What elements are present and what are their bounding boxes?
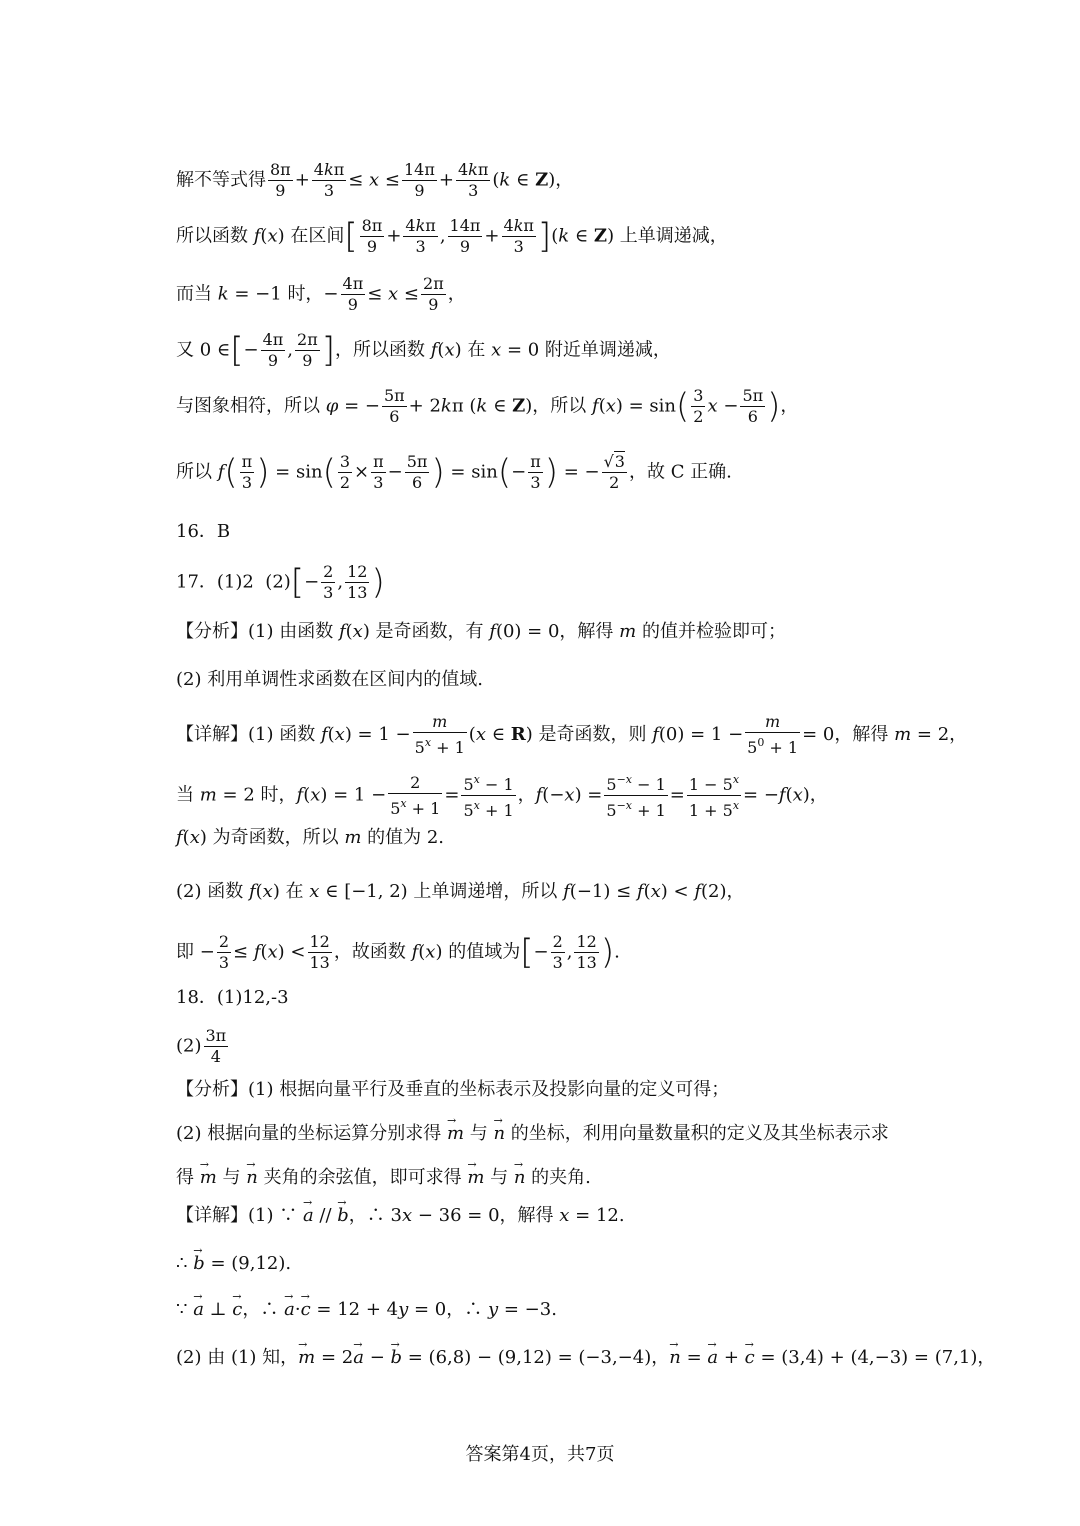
text-line-15: 即 − $\frac{2}{3}$ ≤ f(x) < $\frac{12}{13}$ ，故函数 f(x) 的值域为[− $\frac{2}{3}$ , $\frac{12}{13}$ ). xyxy=(176,932,620,973)
text-line-13: f(x) 为奇函数，所以 m 的值为 2. xyxy=(176,827,445,848)
text-line-23: ∵ → a ⊥ → c，∴ → a·→ c = 12 + 4y = 0，∴ y = −3. xyxy=(176,1296,557,1324)
page-footer: 答案第4页，共7页 xyxy=(465,1444,615,1465)
text-line-14: (2) 函数 f(x) 在 x ∈ [−1, 2) 上单调递增，所以 f(−1) ≤ f(x) < f(2)， xyxy=(176,881,745,902)
text-line-10: (2) 利用单调性求函数在区间内的值域. xyxy=(176,669,483,690)
answer-18-part2: (2) $\frac{3\pi}{4}$ xyxy=(176,1026,227,1066)
answer-18-part1: 18．(1)12,-3 xyxy=(176,987,289,1008)
text-line-9: 【分析】(1) 由函数 f(x) 是奇函数，有 f(0) = 0，解得 m 的值并检验即可； xyxy=(176,621,786,642)
text-line-22: ∴ → b = (9,12). xyxy=(176,1250,291,1278)
text-line-20: 得 → m 与 → n 夹角的余弦值，即可求得 → m 与 → n 的夹角. xyxy=(176,1164,591,1192)
text-line-21: 【详解】(1) ∵ → a // → b，∴ 3x − 36 = 0，解得 x = 12. xyxy=(176,1202,625,1230)
text-line-18: 【分析】(1) 根据向量平行及垂直的坐标表示及投影向量的定义可得； xyxy=(176,1079,730,1100)
text-line-5: 与图象相符，所以 φ = − $\frac{5\pi}{6}$ + 2kπ (k ∈ Z)，所以 f(x) = sin( $\frac{3}{2}$ x − $\frac{5\pi}{6}$ )， xyxy=(176,386,799,427)
answer-17: 17．(1)2 (2)[− $\frac{2}{3}$ , $\frac{12}{13}$ ) xyxy=(176,562,385,603)
text-line-12: 当 m = 2 时，f(x) = 1 − $\frac{2}{5^x + 1}$ = $\frac{5^x - 1}{5^x + 1}$ ，f(−x) = $\frac{5^{-x} - 1}{5^{-x} + 1}$ = $\frac{1 - 5^x}{1 + 5^x}$ = −f(x)， xyxy=(176,770,828,821)
text-line-1: 解不等式得 $\frac{8\pi}{9}$ + $\frac{4k\pi}{3}$ ≤ x ≤ $\frac{14\pi}{9}$ + $\frac{4k\pi}{3}$ (k ∈ Z)， xyxy=(176,160,574,200)
text-line-19: (2) 根据向量的坐标运算分别求得 → m 与 → n 的坐标，利用向量数量积的定义及其坐标表示求 xyxy=(176,1120,889,1148)
text-line-2: 所以函数 f(x) 在区间[ $\frac{8\pi}{9}$ + $\frac{4k\pi}{3}$ , $\frac{14\pi}{9}$ + $\frac{4k\pi}{3}$ ](k ∈ Z) 上单调递减， xyxy=(176,216,728,257)
answer-16: 16．B xyxy=(176,521,231,542)
text-line-6: 所以 f( $\frac{\pi}{3}$ ) = sin( $\frac{3}{2}$ × $\frac{\pi}{3}$ − $\frac{5\pi}{6}$ ) = sin(− $\frac{\pi}{3}$ ) = − $\frac{√3}{2}$ ，故 C 正确. xyxy=(176,452,732,493)
text-line-4: 又 0 ∈[− $\frac{4\pi}{9}$ , $\frac{2\pi}{9}$ ]，所以函数 f(x) 在 x = 0 附近单调递减， xyxy=(176,330,671,371)
text-line-3: 而当 k = −1 时，− $\frac{4\pi}{9}$ ≤ x ≤ $\frac{2\pi}{9}$ ， xyxy=(176,274,466,314)
text-line-11: 【详解】(1) 函数 f(x) = 1 − $\frac{m}{5^x + 1}$ (x ∈ R) 是奇函数，则 f(0) = 1 − $\frac{m}{5^0 + 1}$ = 0，解得 m = 2， xyxy=(176,712,968,757)
text-line-24: (2) 由 (1) 知，→ m = 2→ a − → b = (6,8) − (9,12) = (−3,−4)，→ n = → a + → c = (3,4) + (4,−3) = (7,1)， xyxy=(176,1344,995,1372)
